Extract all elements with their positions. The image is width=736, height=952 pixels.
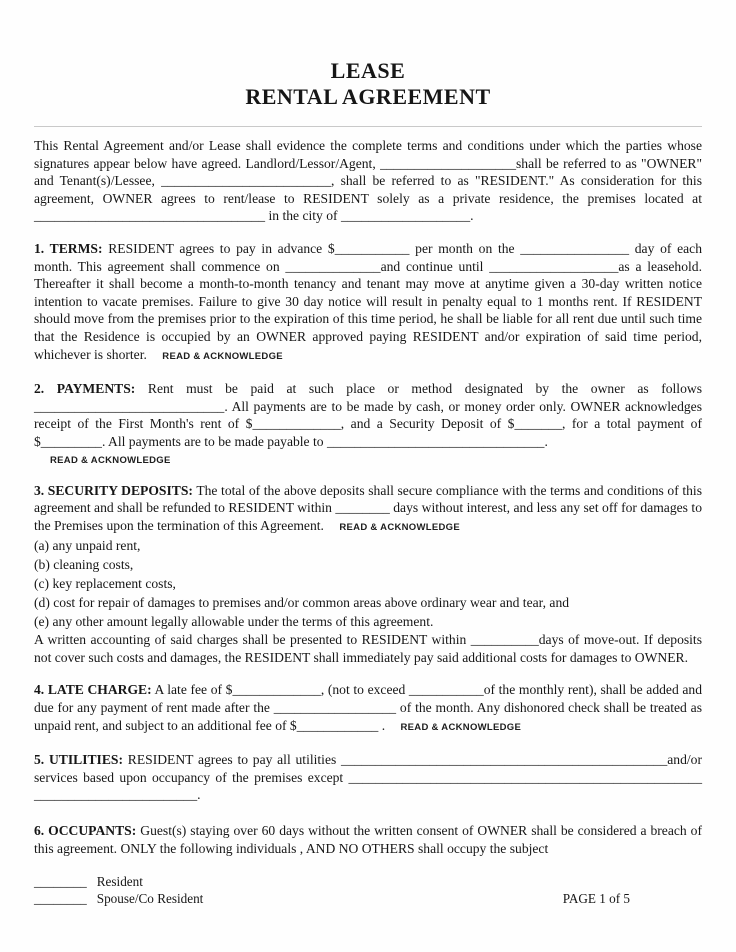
spouse-signature-line xyxy=(34,891,203,907)
section-terms-text: RESIDENT agrees to pay in advance $___________ per month on the ________________ day of each month. This agreement shall commence on ______________and continue until ___________________as a leasehold. Thereafter it shall become a month-to-month tenancy and tenant may move at anytime given a 30-day written notice intention to vacate premises. Failure to give 30 day notice will result in penalty equal to 1 months rent. If RESIDENT should move from the premises prior to the expiration of this time period, he shall be liable for all rent due until such time that the Residence is occupied by an OWNER approved paying RESIDENT and/or expiration of said time period, whichever is shorter. xyxy=(34,240,702,362)
read-acknowledge-label: READ & ACKNOWLEDGE xyxy=(339,521,460,533)
deposit-list-item-unpaid-rent: (a) any unpaid rent, xyxy=(34,538,141,554)
section-security-deposits-text: The total of the above deposits shall secure compliance with the terms and conditions of this agreement and shall be refunded to RESIDENT within ________ days without interest, and less any set off for damages to the Premises upon the termination of this Agreement. xyxy=(34,482,702,533)
spouse-signature-label: Spouse/Co Resident xyxy=(96,891,204,907)
read-acknowledge-label: READ & ACKNOWLEDGE xyxy=(50,454,171,466)
document-title xyxy=(34,58,702,110)
title-line-rental-agreement: RENTAL AGREEMENT xyxy=(245,84,491,109)
section-terms-label: 1. TERMS: xyxy=(34,240,103,256)
signature-block xyxy=(34,873,203,907)
resident-signature-blank: ________ xyxy=(34,874,87,890)
resident-signature-line xyxy=(34,874,203,890)
intro-paragraph: This Rental Agreement and/or Lease shall evidence the complete terms and conditions under which the parties whose signatures appear below have agreed. Landlord/Lessor/Agent, ____________________shall be referred to as "OWNER" and Tenant(s)/Lessee, _________________________, shall be referred to as "RESIDENT." As consideration for this agreement, OWNER agrees to rent/lease to RESIDENT solely as a private residence, the premises located at __________________________________ in the city of ___________________. xyxy=(34,138,702,224)
section-late-charge-text: A late fee of $_____________, (not to exceed ___________of the monthly rent), shall be added and due for any payment of rent made after the __________________ of the month. Any dishonored check shall be treated as unpaid rent, and subject to an additional fee of $____________ . xyxy=(34,682,702,733)
title-line-lease: LEASE xyxy=(330,58,406,83)
section-security-deposits-closing: A written accounting of said charges shall be presented to RESIDENT within __________days of move-out. If deposits not cover such costs and damages, the RESIDENT shall immediately pay said additional costs for damages to OWNER. xyxy=(34,632,702,665)
section-late-charge xyxy=(34,681,702,736)
section-late-charge-label: 4. LATE CHARGE: xyxy=(34,682,152,698)
resident-signature-label: Resident xyxy=(96,874,143,890)
read-acknowledge-label: READ & ACKNOWLEDGE xyxy=(400,721,522,733)
section-payments-text: Rent must be paid at such place or method designated by the owner as follows ____________________________. All payments are to be made by cash, or money order only. OWNER acknowledges receipt of the First Month's rent of $_____________, and a Security Deposit of $_______, for a total payment of $_________. All payments are to be made payable to ________________________________. xyxy=(34,381,702,449)
title-divider xyxy=(34,126,702,127)
section-payments xyxy=(34,380,702,466)
page-number: PAGE 1 of 5 xyxy=(562,891,630,907)
section-occupants-label: 6. OCCUPANTS: xyxy=(34,823,137,839)
read-acknowledge-label: READ & ACKNOWLEDGE xyxy=(162,350,283,362)
deposit-list-item-cleaning-costs: (b) cleaning costs, xyxy=(34,557,134,573)
deposit-list-item-repair-damages: (d) cost for repair of damages to premises and/or common areas above ordinary wear and tear, and xyxy=(34,595,570,611)
section-utilities-label: 5. UTILITIES: xyxy=(34,752,123,768)
section-occupants-text: Guest(s) staying over 60 days without the written consent of OWNER shall be considered a breach of this agreement. ONLY the following individuals , AND NO OTHERS shall occupy the subject xyxy=(34,823,702,856)
section-utilities xyxy=(34,751,702,804)
section-security-deposits-label: 3. SECURITY DEPOSITS: xyxy=(34,482,193,498)
section-security-deposits xyxy=(34,482,702,667)
deposit-list-item-key-replacement: (c) key replacement costs, xyxy=(34,576,176,592)
section-payments-label: 2. PAYMENTS: xyxy=(34,381,136,397)
section-utilities-text: RESIDENT agrees to pay all utilities ________________________________________________and/or services based upon occupancy of the premises except ____________________________________________________ ________________________. xyxy=(34,752,703,803)
deposit-list-item-other-amounts: (e) any other amount legally allowable under the terms of this agreement. xyxy=(34,614,434,630)
section-occupants xyxy=(34,822,702,857)
page-footer xyxy=(34,873,702,907)
section-terms xyxy=(34,240,702,365)
spouse-signature-blank: ________ xyxy=(34,891,87,907)
